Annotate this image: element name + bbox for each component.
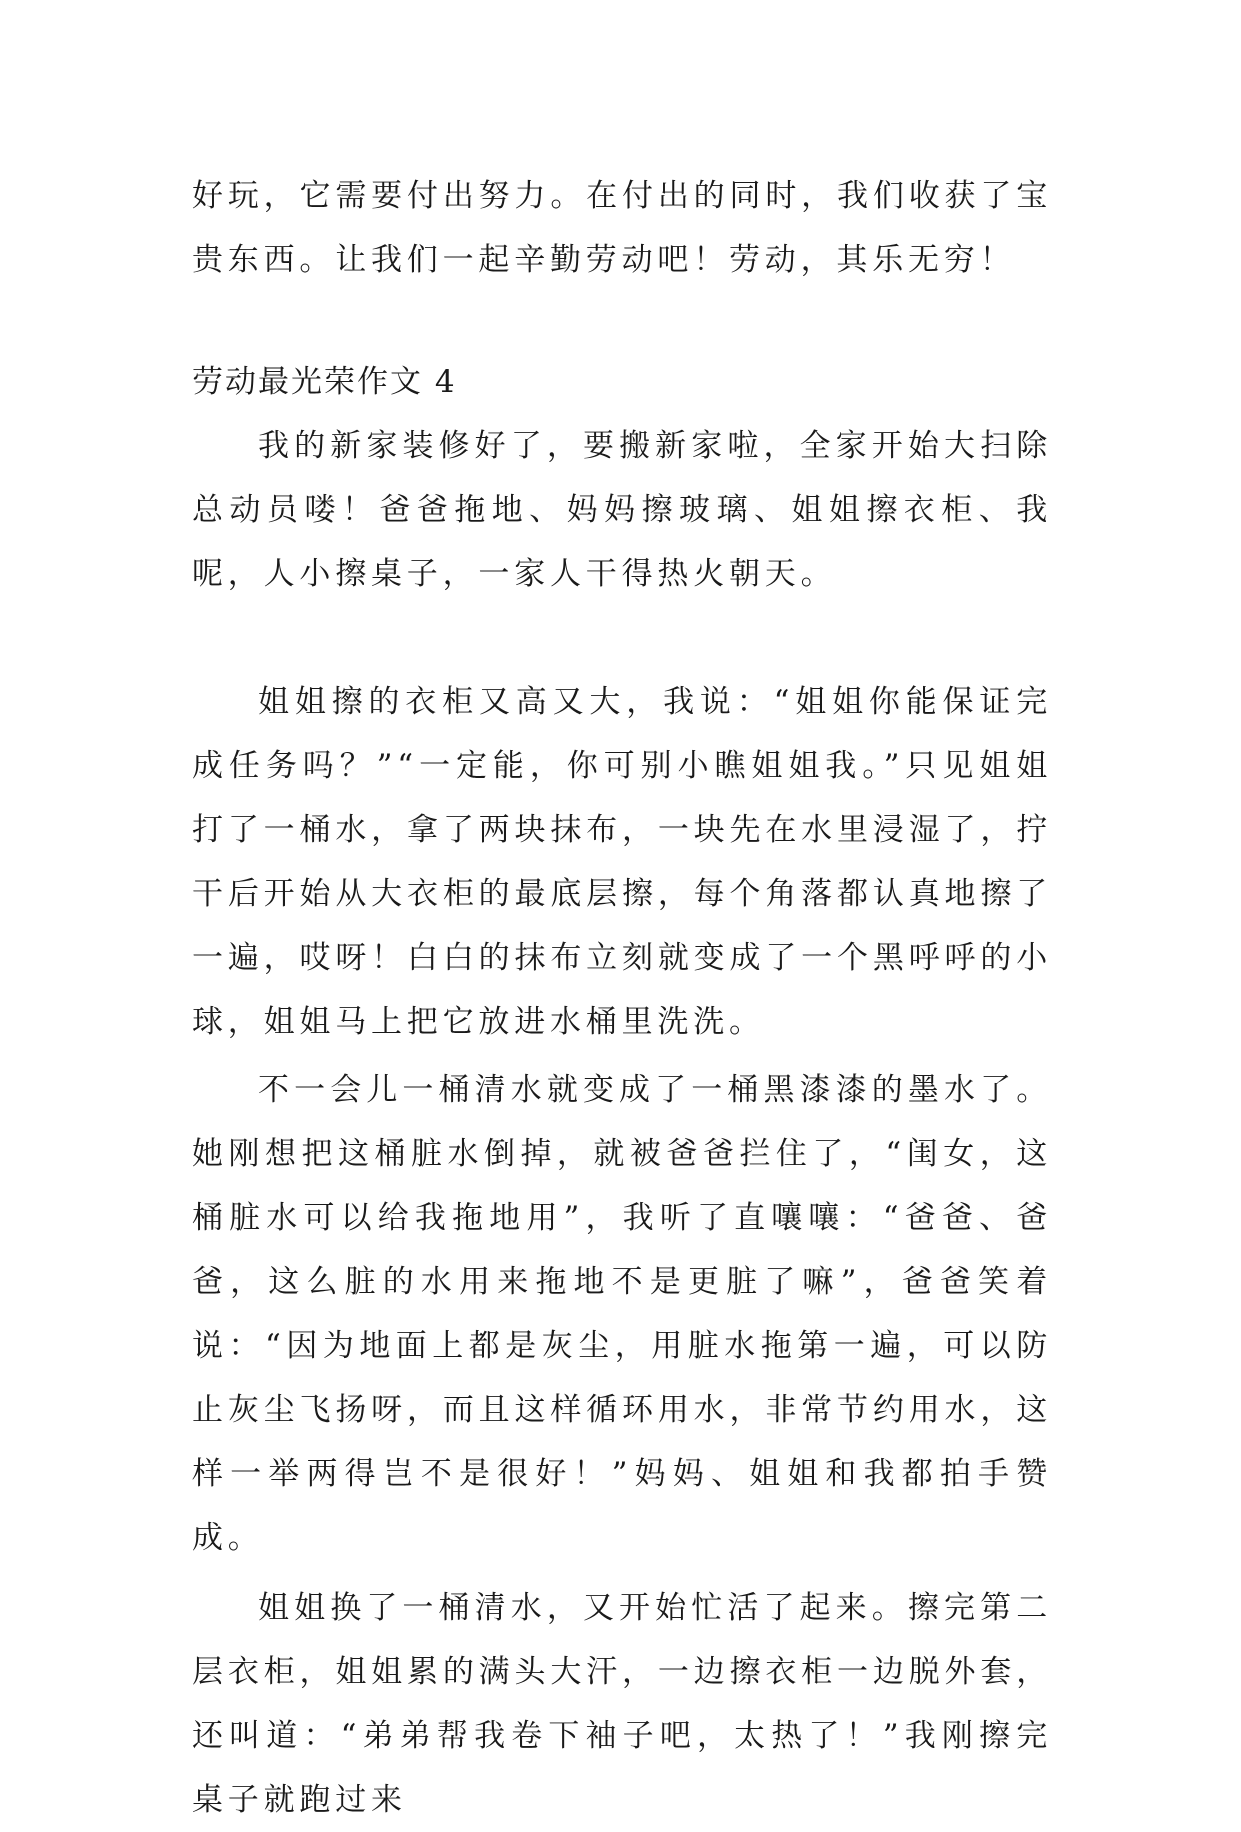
- paragraph-3: 不一会儿一桶清水就变成了一桶黑漆漆的墨水了。她刚想把这桶脏水倒掉，就被爸爸拦住了，“闺女，这桶脏水可以给我拖地用”，我听了直嚷嚷：“爸爸、爸爸，这么脏的水用来拖地不是更脏了嘛”，爸爸笑着说：“因为地面上都是灰尘，用脏水拖第一遍，可以防止灰尘飞扬呀，而且这样循环用水，非常节约用水，这样一举两得岂不是很好！”妈妈、姐姐和我都拍手赞成。: [192, 1072, 1052, 1556]
- paragraph-4: 姐姐换了一桶清水，又开始忙活了起来。擦完第二层衣柜，姐姐累的满头大汗，一边擦衣柜一边脱外套，还叫道：“弟弟帮我卷下袖子吧，太热了！”我刚擦完桌子就跑过来: [192, 1590, 1052, 1818]
- intro-paragraph: 好玩，它需要付出努力。在付出的同时，我们收获了宝贵东西。让我们一起辛勤劳动吧！劳动，其乐无穷！: [192, 178, 1052, 278]
- section-heading: 劳动最光荣作文 4: [192, 364, 457, 400]
- paragraph-1: 我的新家装修好了，要搬新家啦，全家开始大扫除总动员喽！爸爸拖地、妈妈擦玻璃、姐姐擦衣柜、我呢，人小擦桌子，一家人干得热火朝天。: [192, 428, 1052, 592]
- paragraph-2: 姐姐擦的衣柜又高又大，我说：“姐姐你能保证完成任务吗？”“一定能，你可别小瞧姐姐我。”只见姐姐打了一桶水，拿了两块抹布，一块先在水里浸湿了，拧干后开始从大衣柜的最底层擦，每个角落都认真地擦了一遍，哎呀！白白的抹布立刻就变成了一个黑呼呼的小球，姐姐马上把它放进水桶里洗洗。: [192, 684, 1052, 1040]
- document-page: [192, 164, 1052, 1832]
